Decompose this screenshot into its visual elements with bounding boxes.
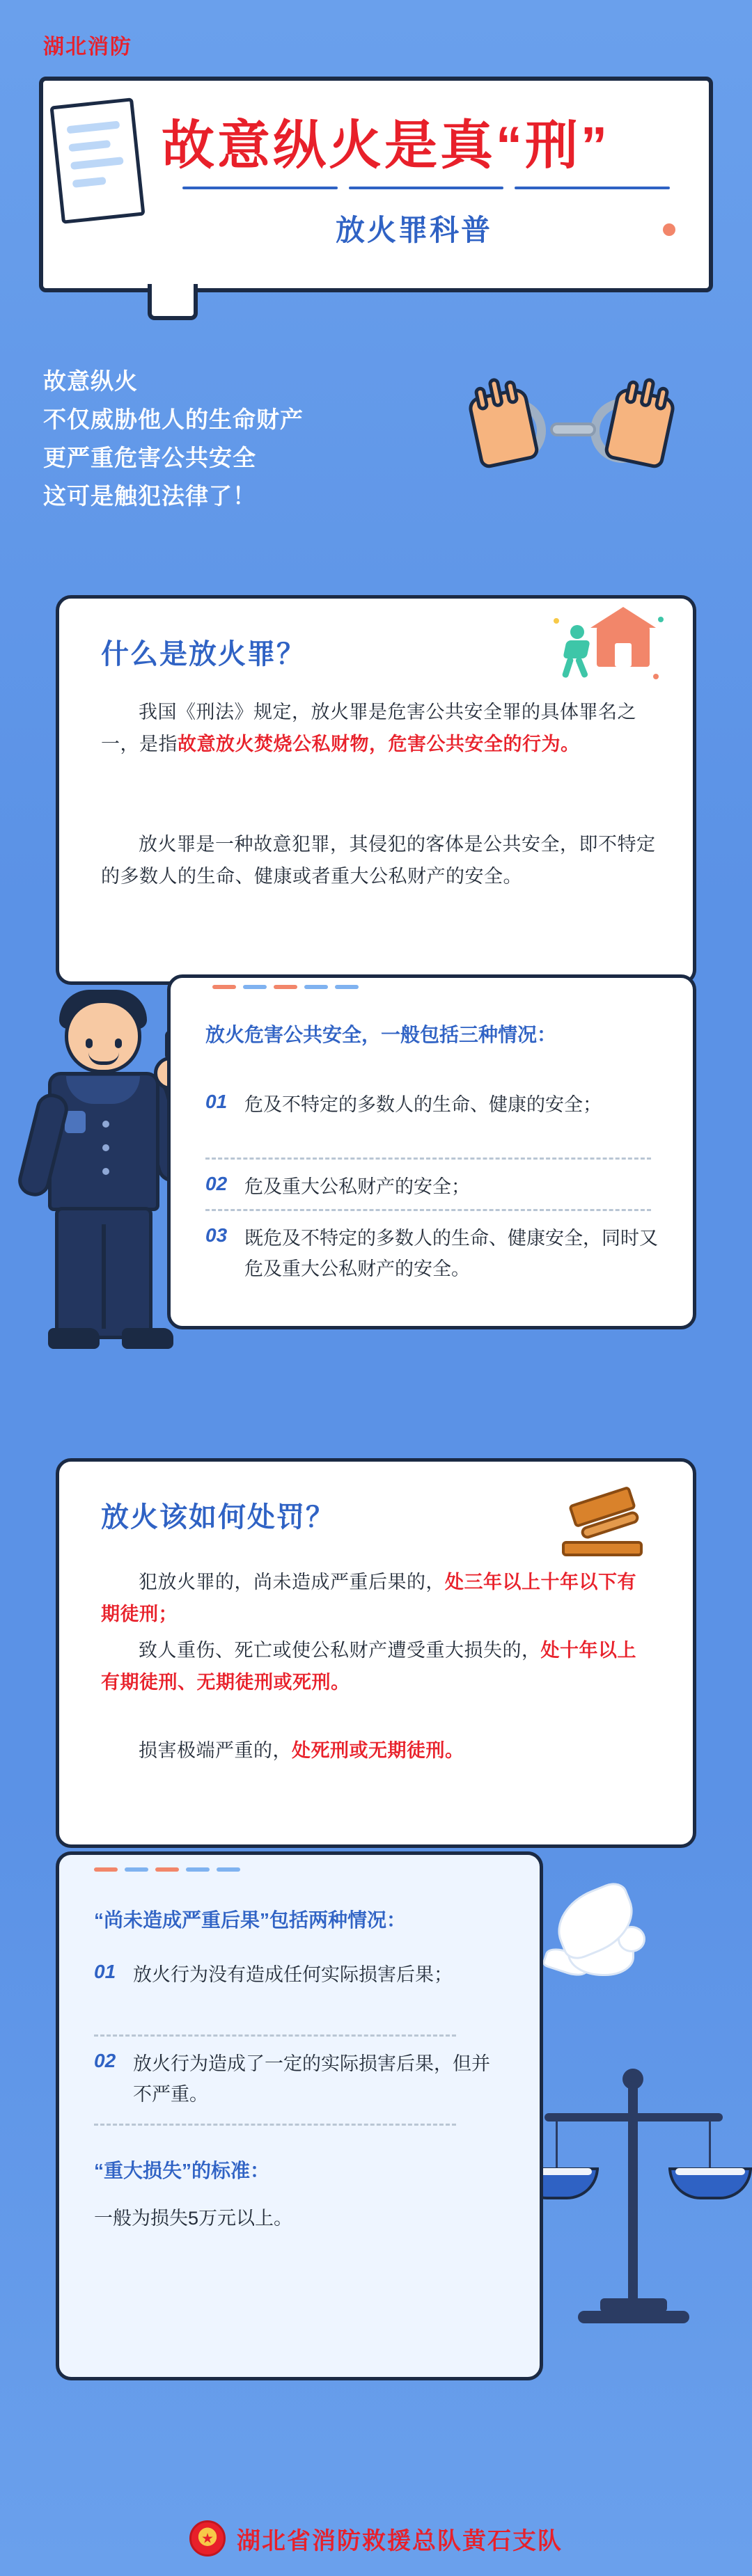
card-three-situations (167, 974, 696, 1329)
section-title-punishment: 放火该如何处罚？ (101, 1502, 335, 1533)
punish-paragraph-2 (101, 1634, 651, 1698)
punish-p2-plain: 致人重伤、死亡或使公私财产遭受重大损失的， (139, 1640, 541, 1661)
intro-line-1: 故意纵火 (43, 368, 138, 394)
title-divider (182, 187, 670, 189)
intro-line-2: 不仅威胁他人的生命财产 (43, 406, 304, 432)
card-what-is-arson (56, 595, 696, 985)
punish-p2-highlight: 处十年以上有期徒刑、无期徒刑或死刑。 (101, 1640, 636, 1693)
standard-text: 一般为损失5万元以上。 (94, 2208, 293, 2229)
list-item (205, 1223, 665, 1284)
punish-p3-highlight: 处死刑或无期徒刑。 (292, 1740, 464, 1761)
list-divider (205, 1209, 651, 1211)
brand-label: 湖北消防 (43, 35, 132, 58)
what-p1-highlight: 故意放火焚烧公私财物，危害公共安全的行为。 (178, 734, 580, 754)
list-item-index: 02 (94, 2050, 116, 2071)
list-divider (94, 2034, 456, 2037)
what-p1-plain: 我国《刑法》规定，放火罪是危害公共安全罪的具体罪名之一，是指 (101, 702, 636, 754)
section-title-three: 放火危害公共安全，一般包括三种情况： (205, 1024, 557, 1045)
list-divider (205, 1157, 651, 1160)
intro-line-4: 这可是触犯法律了！ (43, 483, 256, 509)
house-escape-icon (554, 614, 665, 690)
footer (0, 2520, 752, 2557)
punish-p3-plain: 损害极端严重的， (139, 1740, 292, 1761)
list-item-index: 01 (205, 1091, 228, 1112)
card-punishment (56, 1458, 696, 1848)
standard-title: “重大损失”的标准： (94, 2160, 270, 2181)
list-item-text: 危及不特定的多数人的生命、健康的安全； (244, 1094, 602, 1115)
card-no-serious-consequence (56, 1851, 543, 2380)
list-item (205, 1089, 665, 1120)
what-paragraph-2: 放火罪是一种故意犯罪，其侵犯的客体是公共安全，即不特定的多数人的生命、健康或者重大公私财产的安全。 (101, 834, 656, 887)
list-item-index: 01 (94, 1961, 116, 1982)
list-item-text: 危及重大公私财产的安全； (244, 1176, 470, 1197)
title-card (39, 77, 713, 292)
intro-line-3: 更严重危害公共安全 (43, 445, 256, 471)
list-item (94, 1959, 491, 1990)
list-item-index: 03 (205, 1224, 228, 1246)
what-paragraph-1 (101, 696, 658, 760)
fire-emblem-icon (189, 2520, 226, 2557)
scales-of-justice-icon (536, 2053, 731, 2380)
gavel-icon (552, 1488, 657, 1565)
dove-icon (536, 1886, 675, 2012)
punish-paragraph-3 (101, 1735, 651, 1767)
document-icon (49, 97, 145, 224)
punish-p1-highlight: 处三年以上十年以下有期徒刑； (101, 1572, 636, 1625)
list-item-text: 既危及不特定的多数人的生命、健康安全，同时又危及重大公私财产的安全。 (244, 1228, 658, 1279)
punish-paragraph-1 (101, 1566, 651, 1630)
dashed-divider-top (94, 1867, 240, 1872)
intro-text (43, 362, 304, 515)
list-item-text: 放火行为造成了一定的实际损害后果，但并不严重。 (133, 2053, 490, 2105)
list-item-text: 放火行为没有造成任何实际损害后果； (133, 1964, 453, 1985)
subtitle-dot (663, 223, 675, 236)
footer-text: 湖北省消防救援总队黄石支队 (237, 2527, 563, 2554)
list-divider (94, 2124, 456, 2126)
page-subtitle: 放火罪科普 (336, 214, 493, 246)
handcuffs-icon (473, 379, 682, 491)
punish-p1-plain: 犯放火罪的，尚未造成严重后果的， (139, 1572, 445, 1593)
section-title-what: 什么是放火罪？ (101, 639, 306, 670)
dashed-divider-top (212, 985, 359, 989)
list-item (94, 2048, 491, 2110)
page-title: 故意纵火是真“刑” (162, 116, 610, 175)
list-item-index: 02 (205, 1173, 228, 1194)
section-title-cases: “尚未造成严重后果”包括两种情况： (94, 1909, 407, 1931)
list-item (205, 1171, 665, 1202)
